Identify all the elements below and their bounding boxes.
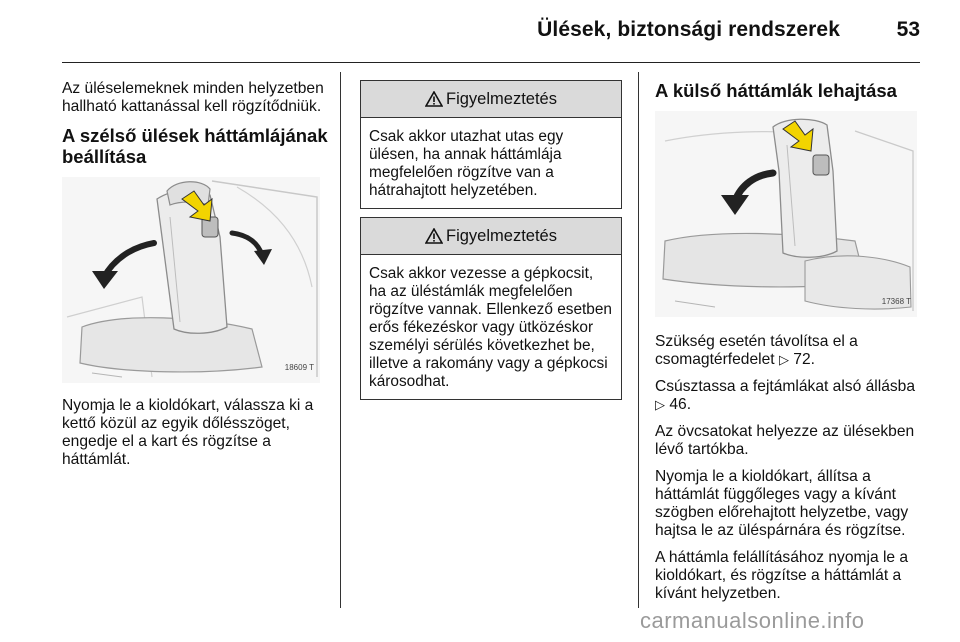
warning-box-2 [360,217,622,400]
header-divider [62,62,920,63]
seat-illustration [62,177,320,383]
intro-paragraph: Az üléselemeknek minden helyzetben hallható kattanással kell rögzítődniük. [62,80,324,115]
warning-box-1 [360,80,622,209]
section-heading-backrest-adjust: A szélső ülések háttámlájának beállítása [62,125,328,167]
paragraph-release-lever: Nyomja le a kioldókart, állítsa a háttámlát függőleges vagy a kívánt szögben előrehajtott helyzetbe, vagy hajtsa le az üléspárnára és rögzítse. [655,468,909,539]
paragraph-text: Csúsztassa a fejtámlákat alsó állásba [655,378,916,395]
watermark: carmanualsonline.info [640,608,865,633]
paragraph-text: Szükség esetén távolítsa el a csomagtérfedelet [655,333,858,368]
figure-label: 18609 T [284,363,314,372]
page-ref[interactable]: 46. [669,396,692,413]
page-ref-icon: ▷ [655,397,665,412]
warning-triangle-icon [425,228,443,244]
page-number: 53 [896,18,920,41]
warning-title: Figyelmeztetés [446,227,557,245]
column-right [655,80,925,612]
figure-fold-backrest [655,111,917,317]
column-middle [360,80,622,408]
paragraph-belt-buckles: Az övcsatokat helyezze az ülésekben lévő tartókba. [655,423,915,458]
paragraph-raise-backrest: A háttámla felállításához nyomja le a kioldókart, és rögzítse a háttámlát a kívánt helyzetben. [655,549,909,602]
column-divider-1 [340,72,341,608]
folding-seat-illustration [655,111,917,317]
warning-text: Csak akkor vezesse a gépkocsit, ha az üléstámlák megfelelően rögzítve vannak. Ellenkező esetben erős fékezéskor vagy ütközéskor személyi sérülés következhet be, illetve a rakomány vagy a gépkocsi károsodhat. [369,265,612,390]
section-heading-fold-backrests: A külső háttámlák lehajtása [655,80,897,101]
column-divider-2 [638,72,639,608]
page-header-title: Ülések, biztonsági rendszerek [537,18,840,41]
instruction-paragraph: Nyomja le a kioldókart, válassza ki a kettő közül az egyik dőlésszöget, engedje el a kart és rögzítse a háttámlát. [62,397,314,468]
figure-seat-backrest-adjust [62,177,320,383]
paragraph-headrests [655,378,925,414]
warning-header [361,218,621,255]
page-ref-icon: ▷ [778,352,789,367]
column-left [62,80,334,478]
warning-header [361,81,621,118]
paragraph-remove-cover [655,333,925,369]
figure-label: 17368 T [881,297,911,306]
warning-triangle-icon [425,91,443,107]
warning-title: Figyelmeztetés [446,90,557,108]
page-ref[interactable]: 72. [793,351,815,368]
warning-text: Csak akkor utazhat utas egy ülésen, ha annak háttámlája megfelelően rögzítve van a hátrahajtott helyzetében. [369,128,564,199]
